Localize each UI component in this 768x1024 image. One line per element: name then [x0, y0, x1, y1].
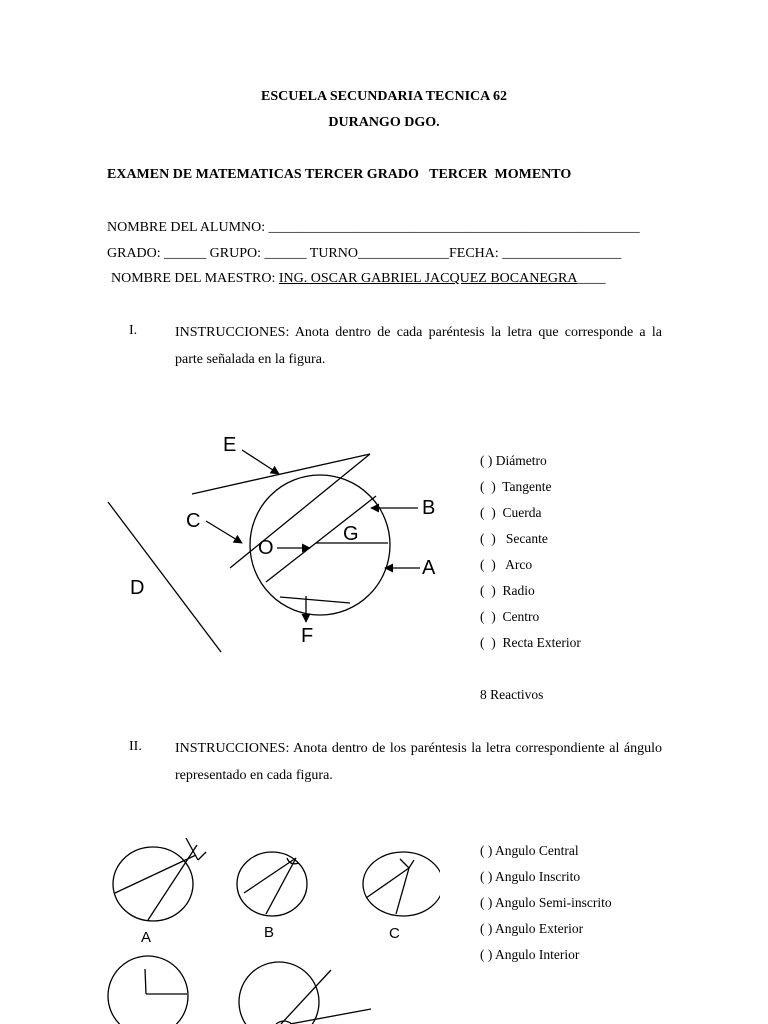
label-c: C [186, 510, 201, 532]
tangent-line [192, 454, 370, 494]
label-b: B [422, 497, 436, 519]
school-name: ESCUELA SECUNDARIA TECNICA 62 [261, 89, 507, 104]
student-name-label: NOMBRE DEL ALUMNO: [107, 220, 269, 235]
option-angulo-exterior[interactable]: ( ) Angulo Exterior [480, 921, 584, 936]
exam-title: EXAMEN DE MATEMATICAS TERCER GRADO TERCER MOMENTO [107, 167, 572, 182]
figure-label-c: C [389, 925, 400, 942]
label-o: O [258, 537, 274, 559]
chord-line [280, 597, 350, 603]
grade-group-shift-date-line[interactable]: GRADO: ______ GRUPO: ______ TURNO_____________FECHA: _________________ [107, 246, 622, 261]
option-diametro[interactable]: ( ) Diámetro [480, 453, 547, 468]
option-tangente[interactable]: ( ) Tangente [480, 479, 552, 494]
label-e: E [223, 434, 237, 456]
circle-parts-figure [100, 420, 450, 660]
section-2-instructions: INSTRUCCIONES: Anota dentro de los paréntesis la letra correspondiente al ángulo representado en cada figura. [175, 741, 662, 783]
angle-types-figure [100, 838, 440, 1024]
figure-label-a: A [141, 929, 152, 946]
figure-b [237, 852, 307, 916]
teacher-label: NOMBRE DEL MAESTRO: [111, 271, 279, 286]
teacher-line [111, 271, 605, 287]
option-angulo-semi-inscrito[interactable]: ( ) Angulo Semi-inscrito [480, 895, 612, 910]
option-cuerda[interactable]: ( ) Cuerda [480, 505, 542, 520]
option-angulo-central[interactable]: ( ) Angulo Central [480, 843, 579, 858]
option-recta-exterior[interactable]: ( ) Recta Exterior [480, 635, 581, 650]
option-angulo-inscrito[interactable]: ( ) Angulo Inscrito [480, 869, 581, 884]
diameter-line [266, 496, 376, 582]
figure-e [239, 962, 371, 1024]
arrow-c [206, 521, 242, 543]
option-centro[interactable]: ( ) Centro [480, 609, 540, 624]
section-1-number: I. [129, 323, 138, 338]
option-secante[interactable]: ( ) Secante [480, 531, 548, 546]
section-2-number: II. [129, 739, 142, 754]
label-g: G [343, 523, 359, 545]
option-angulo-interior[interactable]: ( ) Angulo Interior [480, 947, 580, 962]
figure-label-b: B [264, 924, 275, 941]
figure-c [363, 852, 440, 916]
teacher-trail: ____ [577, 271, 606, 286]
label-a: A [422, 557, 436, 579]
student-name-blank[interactable]: _____________________________________________________ [268, 220, 640, 235]
arrow-e [242, 450, 279, 474]
option-radio[interactable]: ( ) Radio [480, 583, 535, 598]
exterior-line [108, 502, 221, 652]
option-arco[interactable]: ( ) Arco [480, 557, 533, 572]
teacher-name: ING. OSCAR GABRIEL JACQUEZ BOCANEGRA [278, 271, 578, 286]
label-d: D [130, 577, 145, 599]
section-1-instructions: INSTRUCCIONES: Anota dentro de cada paréntesis la letra que corresponde a la parte señalada en la figura. [175, 325, 662, 367]
figure-a [113, 838, 206, 921]
figure-d [108, 956, 188, 1024]
secant-line [230, 454, 370, 568]
reactivos-count: 8 Reactivos [480, 687, 544, 702]
student-name-line [107, 220, 640, 236]
label-f: F [301, 625, 314, 647]
city: DURANGO DGO. [328, 115, 440, 130]
